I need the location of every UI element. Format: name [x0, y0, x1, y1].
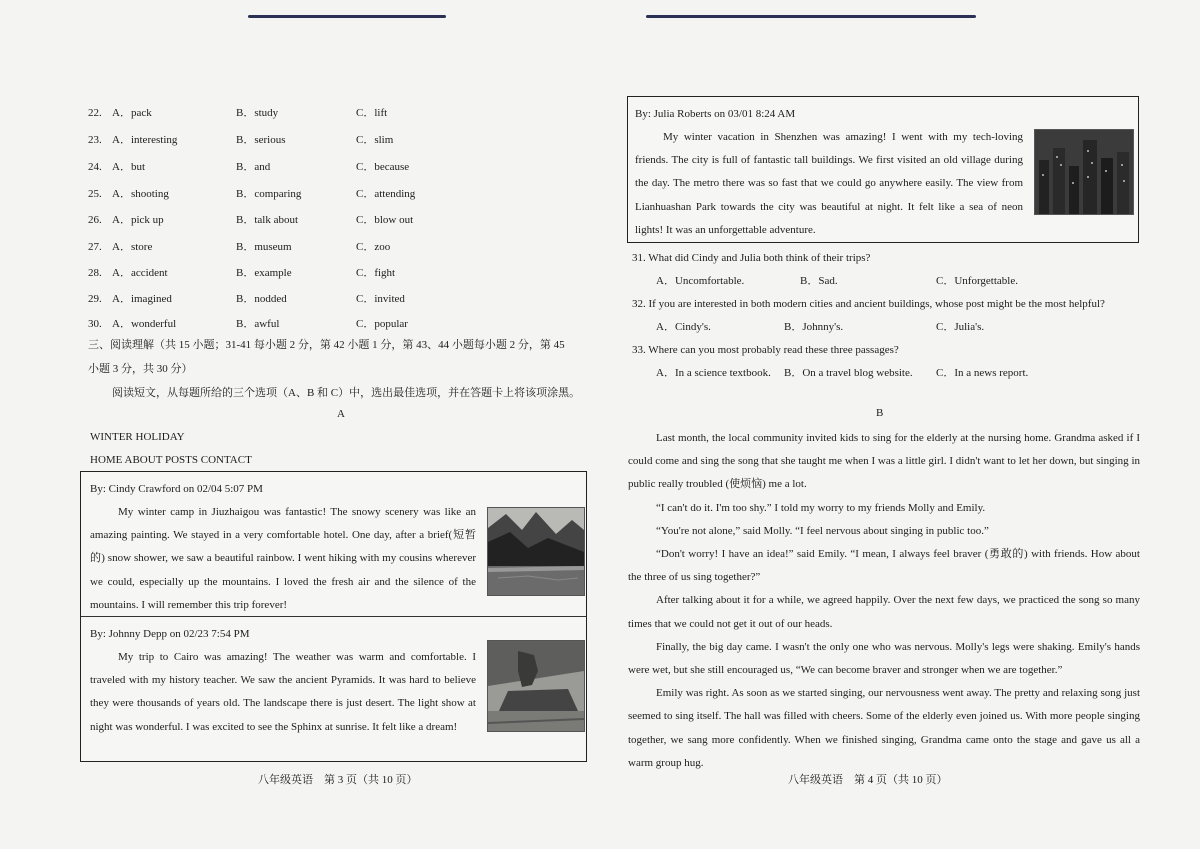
option-b: B．museum — [236, 241, 292, 253]
option-c: C．blow out — [356, 214, 414, 226]
option-c: C．fight — [356, 267, 396, 279]
option-b: B．example — [236, 267, 292, 279]
option-b: B．nodded — [236, 293, 287, 305]
sphinx-photo — [487, 640, 585, 732]
reading-instruction: 阅读短文，从每题所给的三个选项（A、B 和 C）中，选出最佳选项，并在答题卡上将该项涂黑。 — [112, 387, 581, 399]
option-a: A．accident — [112, 267, 168, 279]
option-a: A．shooting — [112, 188, 169, 200]
top-decoration-bar — [646, 15, 976, 18]
page-footer: 八年级英语 第 4 页（共 10 页） — [788, 774, 948, 786]
option-c: C．attending — [356, 188, 416, 200]
page-footer: 八年级英语 第 3 页（共 10 页） — [258, 774, 418, 786]
option-c: C．slim — [356, 134, 394, 146]
question-number: 22. — [88, 107, 102, 119]
option-c: C．In a news report. — [936, 367, 1029, 379]
option-a: A．interesting — [112, 134, 178, 146]
option-c: C．Unforgettable. — [936, 275, 1018, 287]
blog-title: WINTER HOLIDAY — [90, 431, 185, 443]
blog-posts-box — [80, 471, 587, 762]
option-b: B．study — [236, 107, 279, 119]
option-a: A．Uncomfortable. — [656, 275, 745, 287]
question-number: 23. — [88, 134, 102, 146]
post-body: My winter vacation in Shenzhen was amazing! I went with my tech-loving friends. The city is full of fantastic tall buildings. We first visited an old village during the day. The metro there was so fast that we could go anywhere easily. The view from Lianhuashan Park towards the city was beautiful at night. It felt like a sea of neon lights! It was an unforgettable adventure. — [635, 131, 1023, 236]
question-number: 29. — [88, 293, 102, 305]
section-header: 三、阅读理解（共 15 小题；31-41 每小题 2 分，第 42 小题 1 分，第 43、44 小题每小题 2 分，第 45 — [88, 339, 565, 351]
mountain-lake-photo — [487, 507, 585, 596]
blog-post-box — [627, 96, 1139, 243]
option-b: B．On a travel blog website. — [784, 367, 913, 379]
option-b: B．talk about — [236, 214, 299, 226]
top-decoration-bar — [248, 15, 446, 18]
option-a: A．store — [112, 241, 153, 253]
question-32: 32. If you are interested in both modern cities and ancient buildings, whose post might be the most helpful? — [632, 298, 1105, 310]
option-b: B．and — [236, 161, 271, 173]
option-a: A．In a science textbook. — [656, 367, 771, 379]
passage-paragraph: After talking about it for a while, we agreed happily. Over the next few days, we practiced the song so many times that we could not get it out of our heads. — [628, 594, 1140, 630]
option-c: C．invited — [356, 293, 405, 305]
passage-paragraph: Emily was right. As soon as we started singing, our nervousness went away. The pretty and relaxing song just seemed to sing itself. The hall was filled with cheers. Some of the elderly even joined us. With more people singing together, we sang more confidently. When we finished singing, Grandma came onto the stage and gave us all a warm group hug. — [628, 687, 1140, 769]
option-a: A．pick up — [112, 214, 164, 226]
question-number: 26. — [88, 214, 102, 226]
post-body: My winter camp in Jiuzhaigou was fantastic! The snowy scenery was like an amazing painting. We stayed in a very comfortable hotel. One day, after a brief(短暂的) snow shower, we saw a beautiful rainbow. I went hiking with my cousins wherever we could, especially up the mountains. I loved the fresh air and the silence of the mountains. I will remember this trip forever! — [90, 506, 476, 611]
option-b: B．Johnny's. — [784, 321, 844, 333]
option-a: A．but — [112, 161, 145, 173]
option-a: A．imagined — [112, 293, 172, 305]
question-number: 30. — [88, 318, 102, 330]
option-b: B．comparing — [236, 188, 302, 200]
question-number: 28. — [88, 267, 102, 279]
post-byline: By: Julia Roberts on 03/01 8:24 AM — [635, 108, 796, 120]
passage-paragraph: Finally, the big day came. I wasn't the only one who was nervous. Molly's legs were shaking. Emily's hands were wet, but she still encouraged us, “We can become braver and stronger when we are together.” — [628, 640, 1140, 677]
question-number: 27. — [88, 241, 102, 253]
passage-letter-a: A — [337, 408, 345, 420]
question-number: 25. — [88, 188, 102, 200]
option-a: A．Cindy's. — [656, 321, 711, 333]
passage-paragraph: “You're not alone,” said Molly. “I feel nervous about singing in public too.” — [656, 524, 989, 537]
post-divider — [81, 616, 586, 617]
option-c: C．zoo — [356, 241, 391, 253]
option-c: C．because — [356, 161, 410, 173]
option-b: B．awful — [236, 318, 280, 330]
option-c: C．lift — [356, 107, 388, 119]
option-c: C．popular — [356, 318, 408, 330]
right-page — [600, 0, 1200, 849]
option-a: A．pack — [112, 107, 152, 119]
post-body: My trip to Cairo was amazing! The weather was warm and comfortable. I traveled with my history teacher. We saw the ancient Pyramids. It was hard to believe they were thousands of years old. The landscape there is just desert. The light show at night was wonderful. I was excited to see the Sphinx at sunrise. It felt like a dream! — [90, 651, 476, 733]
section-header-cont: 小题 3 分，共 30 分） — [88, 363, 193, 375]
option-a: A．wonderful — [112, 318, 177, 330]
question-number: 24. — [88, 161, 102, 173]
city-night-photo — [1034, 129, 1134, 215]
post-byline: By: Johnny Depp on 02/23 7:54 PM — [90, 628, 250, 640]
option-b: B．Sad. — [800, 275, 838, 287]
question-31: 31. What did Cindy and Julia both think of their trips? — [632, 252, 871, 264]
passage-paragraph: “Don't worry! I have an idea!” said Emily. “I mean, I always feel braver (勇敢的) with friends. How about the three of us sing together?” — [628, 548, 1140, 584]
blog-nav: HOME ABOUT POSTS CONTACT — [90, 454, 252, 466]
option-b: B．serious — [236, 134, 286, 146]
passage-paragraph: “I can't do it. I'm too shy.” I told my worry to my friends Molly and Emily. — [656, 501, 986, 514]
post-byline: By: Cindy Crawford on 02/04 5:07 PM — [90, 483, 263, 495]
passage-b-body — [628, 427, 1140, 775]
passage-paragraph: Last month, the local community invited kids to sing for the elderly at the nursing home. Grandma asked if I could come and sing the song that she taught me when I was a little girl. I didn't want to let her down, but singing in public really troubled (使烦恼) me a lot. — [628, 432, 1140, 491]
question-33: 33. Where can you most probably read these three passages? — [632, 344, 899, 356]
option-c: C．Julia's. — [936, 321, 985, 333]
passage-letter-b: B — [876, 407, 884, 419]
